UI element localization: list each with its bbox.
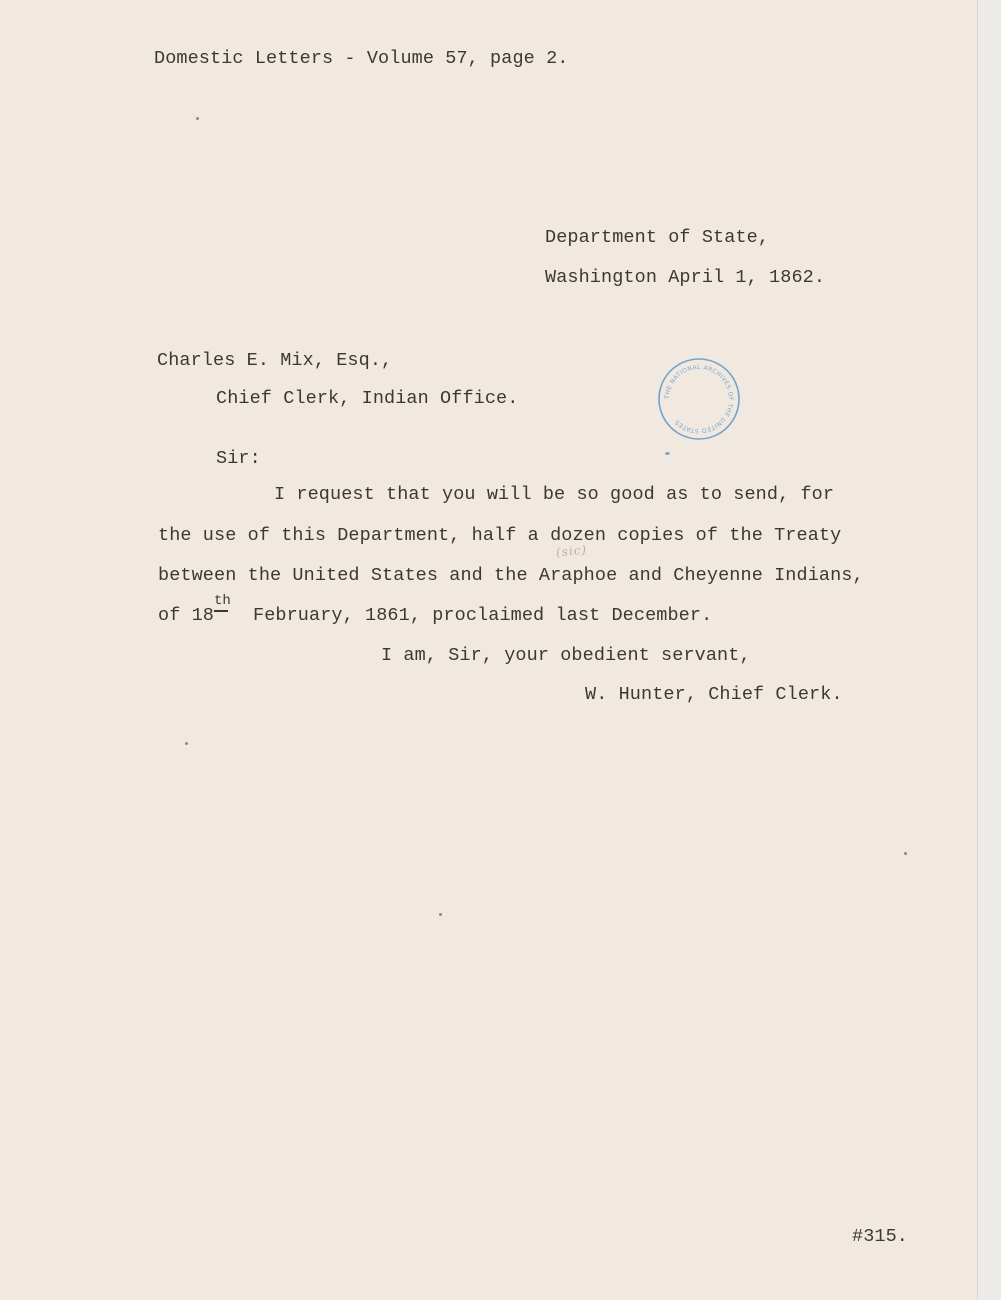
salutation: Sir: <box>216 448 261 469</box>
archive-citation: Domestic Letters - Volume 57, page 2. <box>154 48 569 69</box>
scan-edge <box>977 0 1001 1300</box>
archives-seal-stamp <box>656 356 742 442</box>
closing: I am, Sir, your obedient servant, <box>381 645 751 666</box>
stamp-ink-speck <box>665 452 670 455</box>
paper-speck <box>196 117 199 120</box>
seal-text: THE NATIONAL ARCHIVES OF THE UNITED STATES <box>663 363 735 435</box>
ordinal-suffix: th <box>214 593 231 609</box>
body-line-2: the use of this Department, half a dozen copies of the Treaty <box>158 525 842 546</box>
recipient-name: Charles E. Mix, Esq., <box>157 350 393 371</box>
letter-date: Washington April 1, 1862. <box>545 267 826 288</box>
svg-text:THE NATIONAL ARCHIVES OF THE U <box>664 364 734 434</box>
recipient-title: Chief Clerk, Indian Office. <box>216 388 519 409</box>
sender-department: Department of State, <box>545 227 770 248</box>
paper-speck <box>439 913 442 916</box>
paper-speck <box>904 852 907 855</box>
body-line-4: February, 1861, proclaimed last December. <box>253 605 713 626</box>
body-line-3: between the United States and the Araphoe and Cheyenne Indians, <box>158 565 864 586</box>
ordinal-underline <box>214 610 228 612</box>
body-line-4-prefix: of 18 <box>158 605 215 626</box>
signature: W. Hunter, Chief Clerk. <box>585 684 843 705</box>
page-number: #315. <box>852 1226 909 1247</box>
sic-annotation: (sic) <box>555 542 588 560</box>
paper-speck <box>185 742 188 745</box>
body-line-1: I request that you will be so good as to send, for <box>274 484 835 505</box>
